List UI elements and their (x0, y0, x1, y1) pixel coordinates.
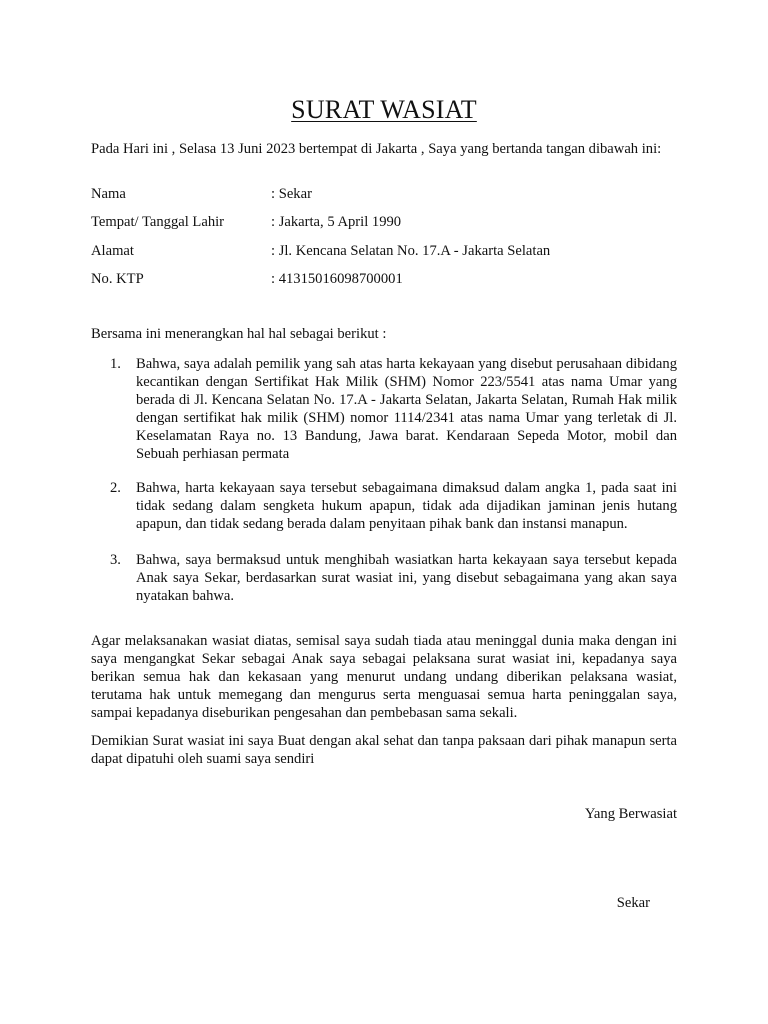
field-row-tempat-tanggal-lahir (91, 213, 677, 231)
field-value: : 41315016098700001 (271, 271, 403, 287)
list-item-number: 2. (110, 480, 121, 496)
list-item-text: Bahwa, saya adalah pemilik yang sah atas harta kekayaan yang disebut perusahaan dibidang kecantikan dengan Sertifikat Hak Milik (SHM) Nomor 223/5541 atas nama Umar yang berada di Jl. Kencana Selatan No. 17.A - Jakarta Selatan, Jakarta Selatan, Rumah Hak milik dengan sertifikat hak milik (SHM) nomor 1114/2341 atas nama Umar yang terletak di Jl. Keselamatan Raya no. 13 Bandung, Jawa barat. Kendaraan Sepeda Motor, mobil dan Sebuah perhiasan permata (136, 356, 677, 462)
list-item-number: 3. (110, 552, 121, 568)
field-label: Tempat/ Tanggal Lahir (91, 214, 225, 230)
lead-sentence: Bersama ini menerangkan hal hal sebagai berikut : (91, 326, 387, 342)
signature-label: Yang Berwasiat (584, 806, 677, 822)
list-item-text: Bahwa, harta kekayaan saya tersebut sebagaimana dimaksud dalam angka 1, pada saat ini tidak sedang dalam sengketa hukum apapun, tidak ada dijadikan jaminan jenis hutang apapun, dan tidak sedang berada dalam penyitaan pihak bank dan instansi manapun. (136, 480, 677, 532)
closing-paragraph: Demikian Surat wasiat ini saya Buat dengan akal sehat dan tanpa paksaan dari pihak manapun serta dapat dipatuhi oleh suami saya sendiri (91, 733, 677, 767)
field-row-alamat (91, 242, 677, 260)
intro-paragraph: Pada Hari ini , Selasa 13 Juni 2023 bertempat di Jakarta , Saya yang bertanda tangan dibawah ini: (91, 141, 662, 157)
signature-name: Sekar (616, 895, 650, 911)
field-label: Nama (91, 186, 126, 202)
field-label: No. KTP (91, 271, 144, 287)
field-row-nama (91, 185, 677, 203)
field-value: : Sekar (271, 186, 312, 202)
document-title: SURAT WASIAT (291, 95, 477, 124)
list-item-text: Bahwa, saya bermaksud untuk menghibah wasiatkan harta kekayaan saya tersebut kepada Anak saya Sekar, berdasarkan surat wasiat ini, yang disebut sebagaimana yang akan saya nyatakan bahwa. (136, 552, 677, 604)
field-row-no-ktp (91, 270, 677, 288)
executor-paragraph: Agar melaksanakan wasiat diatas, semisal saya sudah tiada atau meninggal dunia maka dengan ini saya mengangkat Sekar sebagai Anak saya sebagai pelaksana surat wasiat ini, kepadanya saya berikan semua hak dan kekasaan yang menurut undang undang diberikan pelaksana wasiat, terutama hak untuk memegang dan mengurus serta menguasai semua harta peninggalan saya, sampai kepadanya diseburikan pengesahan dan pembebasan sama sekali. (91, 633, 677, 721)
field-value: : Jl. Kencana Selatan No. 17.A - Jakarta Selatan (271, 243, 551, 259)
field-value: : Jakarta, 5 April 1990 (271, 214, 402, 230)
list-item-number: 1. (110, 356, 121, 372)
field-label: Alamat (91, 243, 134, 259)
